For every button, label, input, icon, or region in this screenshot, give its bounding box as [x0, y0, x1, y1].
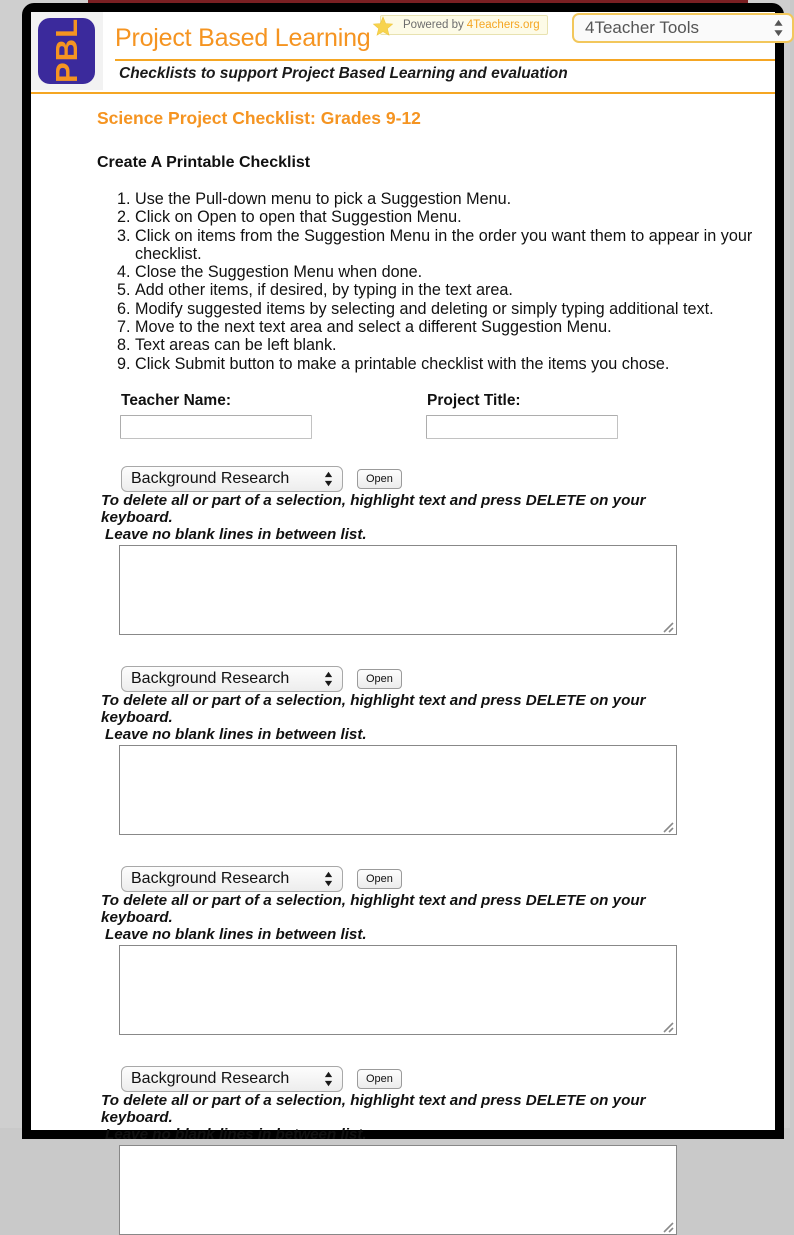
suggestion-menu-value: Background Research	[131, 670, 290, 687]
list-item: 2. Click on Open to open that Suggestion Menu.	[135, 208, 777, 226]
list-item: 6. Modify suggested items by selecting and deleting or simply typing additional text.	[135, 300, 777, 318]
suggestion-menu-row	[97, 466, 777, 492]
page-canvas	[31, 12, 775, 1144]
open-button[interactable]: Open	[357, 1069, 402, 1089]
delete-hint-text: To delete all or part of a selection, highlight text and press DELETE on your keyboard.	[101, 892, 646, 927]
list-item: 5. Add other items, if desired, by typing in the text area.	[135, 281, 777, 299]
list-item: 4. Close the Suggestion Menu when done.	[135, 263, 777, 281]
suggestion-menu-row	[97, 666, 777, 692]
suggestion-menu-dropdown[interactable]	[121, 866, 343, 892]
blank-lines-hint-text: Leave no blank lines in between list.	[105, 1126, 367, 1144]
header-rule-bottom	[31, 92, 775, 94]
suggestion-menu-row	[97, 866, 777, 892]
up-down-arrows-icon	[323, 869, 334, 889]
brand-title: Project Based Learning	[115, 24, 371, 52]
page-title: Science Project Checklist: Grades 9-12	[97, 108, 421, 128]
project-title-input[interactable]	[426, 415, 618, 439]
powered-by-badge[interactable]	[380, 15, 548, 35]
open-button[interactable]: Open	[357, 669, 402, 689]
open-button[interactable]: Open	[357, 869, 402, 889]
up-down-arrows-icon	[323, 469, 334, 489]
teacher-name-label: Teacher Name:	[121, 392, 231, 409]
powered-by-brand: 4Teachers.org	[466, 19, 540, 31]
checklist-textarea[interactable]	[119, 745, 677, 835]
list-item: 1. Use the Pull-down menu to pick a Suggestion Menu.	[135, 190, 777, 208]
checklist-group	[97, 866, 777, 945]
tools-dropdown-value: 4Teacher Tools	[585, 18, 700, 37]
suggestion-menu-value: Background Research	[131, 470, 290, 487]
instructions-list	[97, 190, 777, 373]
delete-hint-text: To delete all or part of a selection, highlight text and press DELETE on your keyboard.	[101, 492, 646, 527]
blank-lines-hint-text: Leave no blank lines in between list.	[105, 926, 367, 944]
suggestion-menu-dropdown[interactable]	[121, 466, 343, 492]
list-item: 8. Text areas can be left blank.	[135, 336, 777, 354]
subsection-title: Create A Printable Checklist	[97, 154, 311, 171]
blank-lines-hint-text: Leave no blank lines in between list.	[105, 526, 367, 544]
checklist-group	[97, 666, 777, 745]
pbl-logo	[38, 18, 95, 84]
site-header	[31, 12, 775, 94]
star-icon	[372, 16, 394, 37]
checklist-group	[97, 466, 777, 545]
open-button[interactable]: Open	[357, 469, 402, 489]
list-item: 9. Click Submit button to make a printable checklist with the items you chose.	[135, 355, 777, 373]
checklist-textarea[interactable]	[119, 1145, 677, 1235]
project-title-label: Project Title:	[427, 392, 521, 409]
up-down-arrows-icon	[323, 669, 334, 689]
up-down-arrows-icon	[773, 18, 784, 38]
teacher-name-input[interactable]	[120, 415, 312, 439]
list-item: 7. Move to the next text area and select a different Suggestion Menu.	[135, 318, 777, 336]
list-item: 3. Click on items from the Suggestion Menu in the order you want them to appear in your checklist.	[135, 227, 777, 264]
tools-dropdown[interactable]	[572, 13, 794, 43]
up-down-arrows-icon	[323, 1069, 334, 1089]
checklist-textarea[interactable]	[119, 945, 677, 1035]
suggestion-menu-row	[97, 1066, 777, 1092]
header-rule-top	[115, 59, 775, 61]
powered-by-prefix: Powered by	[403, 19, 464, 31]
site-tagline: Checklists to support Project Based Learning and evaluation	[119, 65, 568, 82]
page-frame	[22, 3, 784, 1144]
delete-hint-text: To delete all or part of a selection, highlight text and press DELETE on your keyboard.	[101, 692, 646, 727]
suggestion-menu-dropdown[interactable]	[121, 1066, 343, 1092]
delete-hint-text: To delete all or part of a selection, highlight text and press DELETE on your keyboard.	[101, 1092, 646, 1127]
suggestion-menu-dropdown[interactable]	[121, 666, 343, 692]
pbl-logo-text: PBL	[49, 18, 84, 84]
suggestion-menu-value: Background Research	[131, 870, 290, 887]
suggestion-menu-value: Background Research	[131, 1070, 290, 1087]
checklist-textarea[interactable]	[119, 545, 677, 635]
blank-lines-hint-text: Leave no blank lines in between list.	[105, 726, 367, 744]
checklist-group	[97, 1066, 777, 1145]
